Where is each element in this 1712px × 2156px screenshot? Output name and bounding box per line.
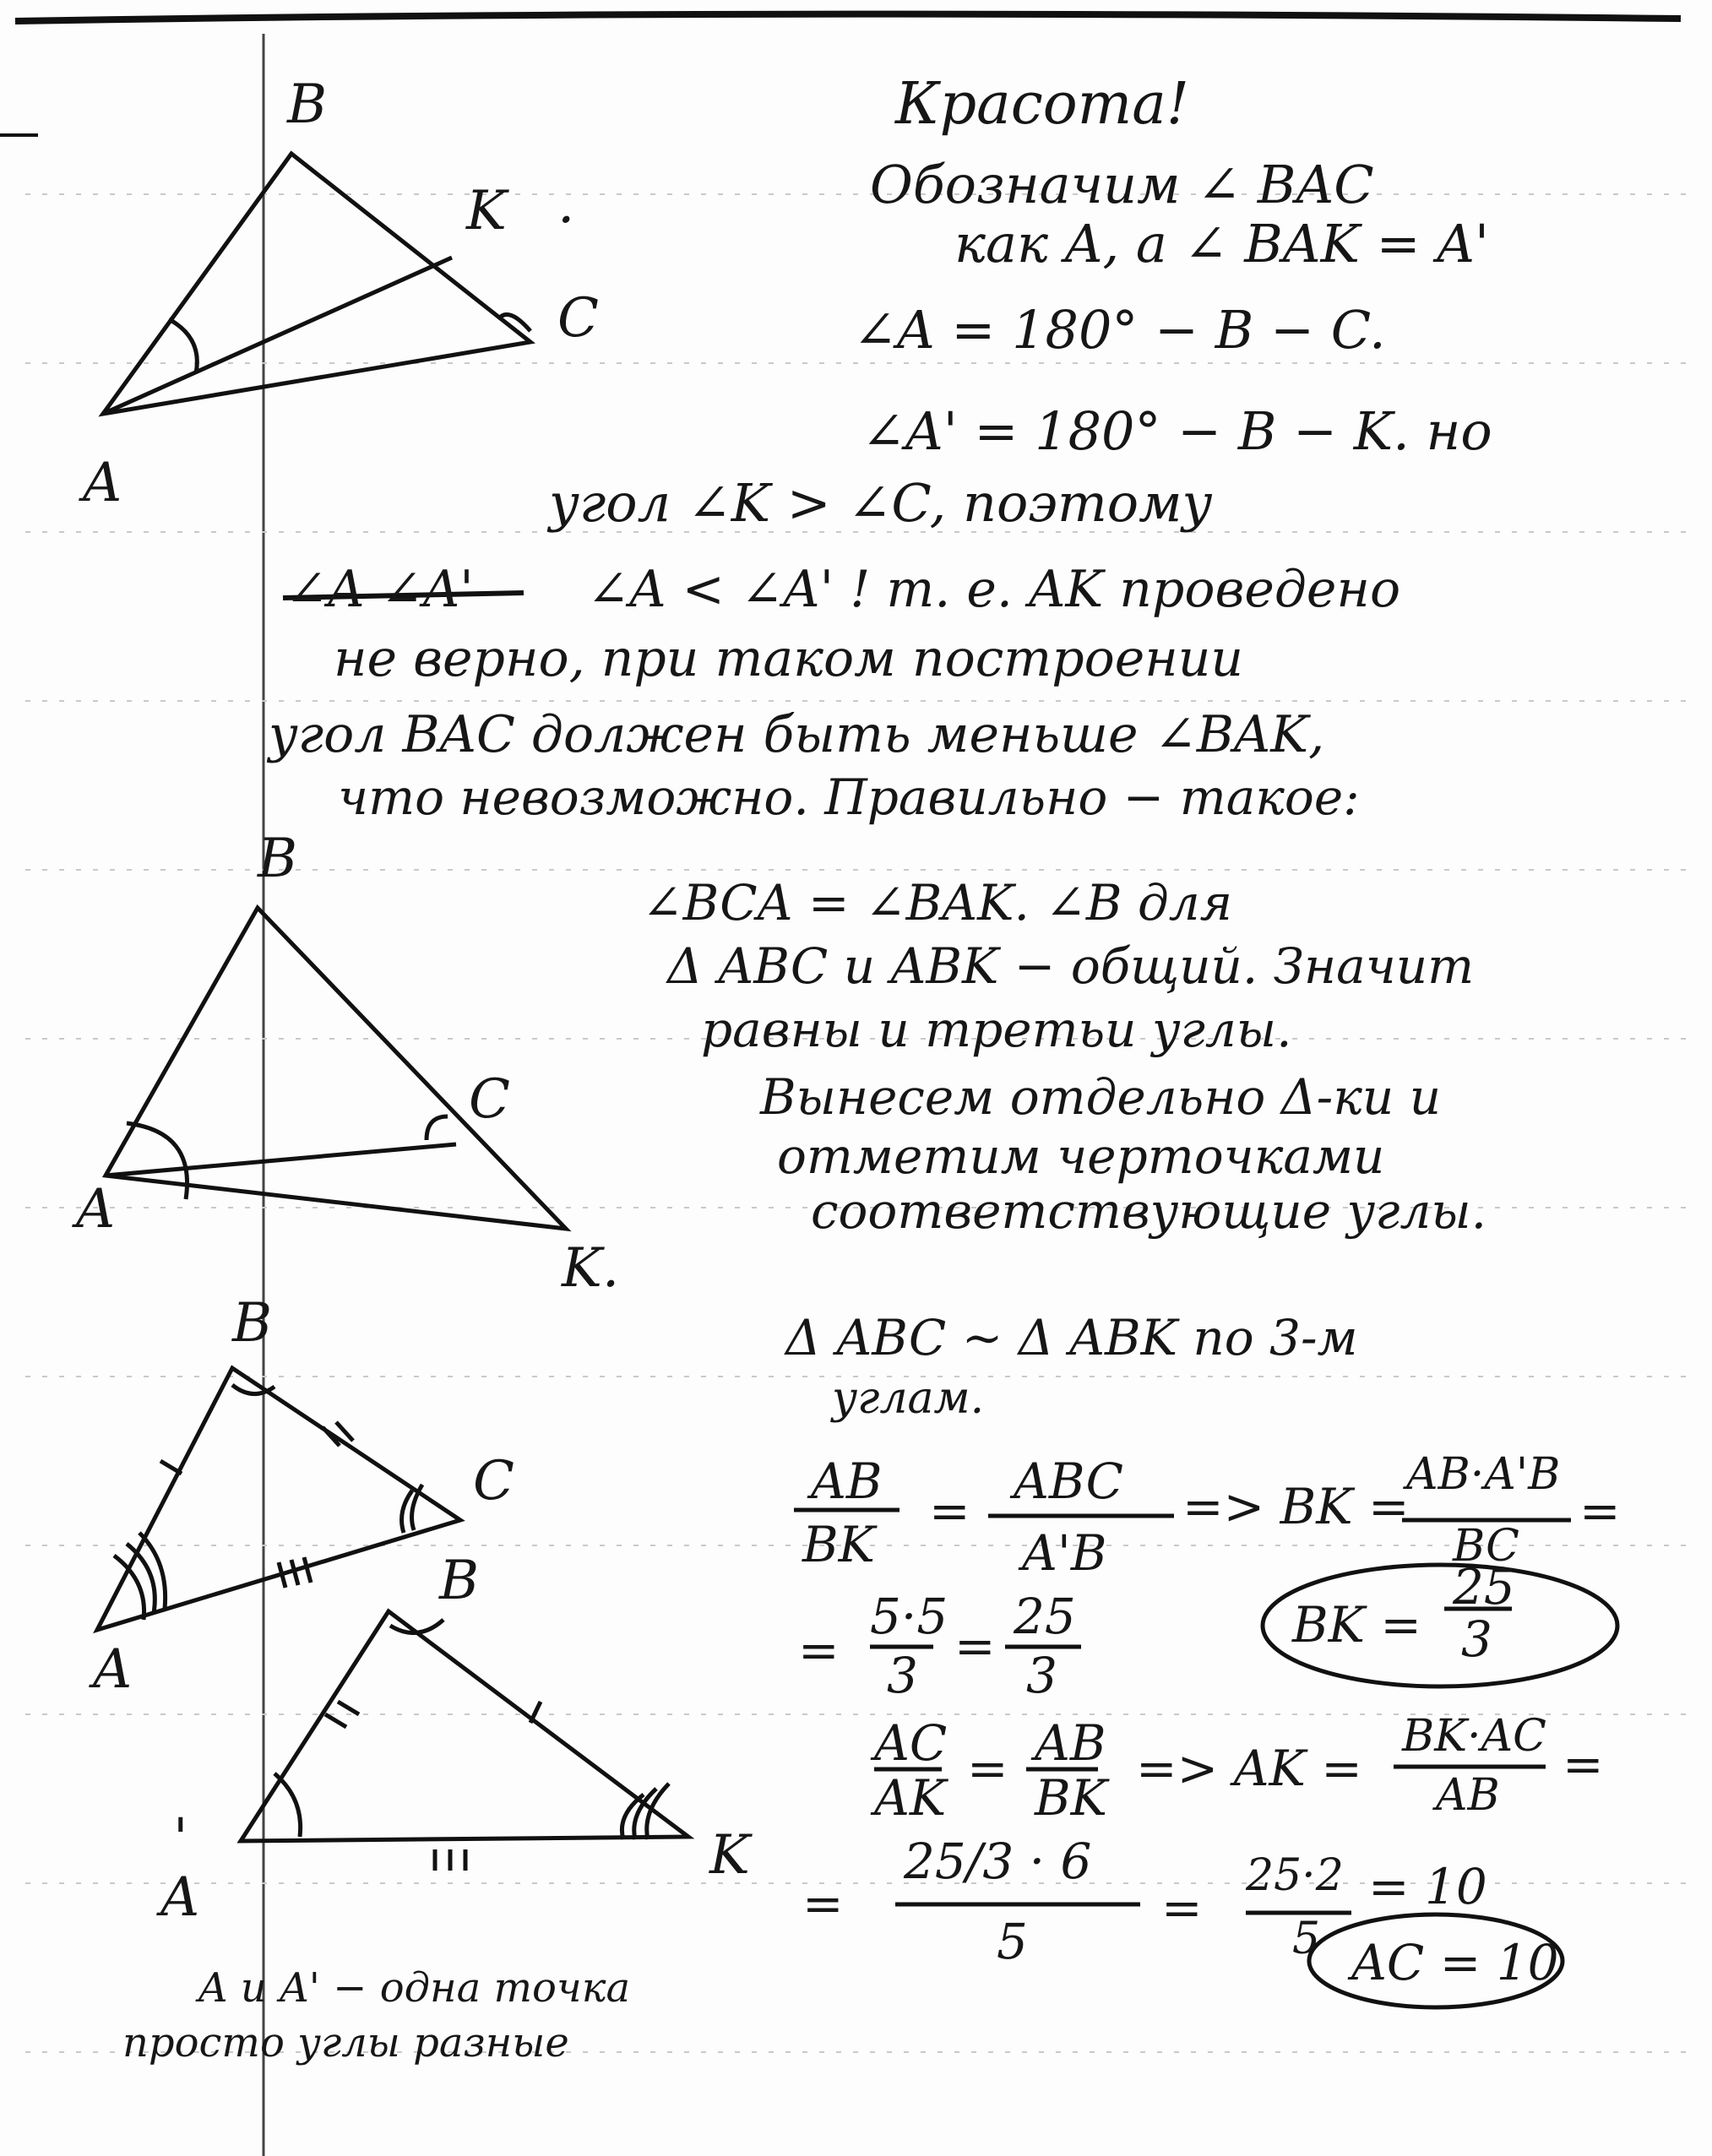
h2-denominator: 5 — [1292, 1914, 1321, 1964]
fig3-label-a: A — [93, 1638, 133, 1701]
text-line-7-crossed: ∠A ∠A' — [285, 560, 474, 619]
text-line-m4: Вынесем отдельно Δ-ки и — [760, 1068, 1442, 1126]
fig3-label-b: B — [232, 1292, 273, 1355]
g3-tail: = — [1563, 1735, 1604, 1793]
fig3-label-c: C — [473, 1450, 514, 1512]
text-line-m5: отметим черточками — [777, 1127, 1385, 1185]
h2-tail: = 10 — [1368, 1858, 1487, 1915]
h2-numerator: 25·2 — [1246, 1850, 1344, 1901]
f2-denominator: A'B — [1022, 1524, 1107, 1582]
f3-tail: = — [1579, 1482, 1621, 1540]
f2-numerator: ABC — [1014, 1453, 1123, 1510]
g3-numerator: BK·AC — [1402, 1711, 1546, 1762]
text-line-7: ∠A < ∠A' ! т. е. AK проведено — [587, 560, 1401, 619]
f1-denominator: BK — [802, 1516, 875, 1573]
box1-denominator: 3 — [1461, 1610, 1492, 1668]
box1-lhs: BK = — [1292, 1596, 1421, 1654]
text-line-2: Обозначим ∠ BAC — [870, 154, 1374, 215]
figure-4-triangle — [241, 1611, 688, 1871]
g2-numerator: AB — [1035, 1714, 1106, 1772]
g-numerator: AC — [874, 1714, 948, 1772]
text-line-5: ∠A' = 180° − B − K. но — [861, 400, 1492, 462]
text-line-m2: Δ ABC и ABK − общий. Значит — [667, 937, 1475, 995]
note-line-1: A и A' − одна точка — [198, 1964, 631, 2012]
box2-answer: AC = 10 — [1351, 1934, 1559, 1991]
text-line-9: угол BAC должен быть меньше ∠BAK, — [269, 705, 1325, 764]
fig4-label-a: A — [160, 1866, 200, 1929]
f1-numerator: AB — [811, 1453, 883, 1510]
g-equals: = — [967, 1740, 1008, 1797]
h-numerator: 25/3 · 6 — [904, 1833, 1092, 1890]
r1-numerator: 5·5 — [870, 1588, 948, 1645]
fig1-dot: . — [557, 173, 575, 236]
h-denominator: 5 — [997, 1913, 1028, 1970]
text-line-m1: ∠BCA = ∠BAK. ∠B для — [642, 874, 1233, 931]
h-lhs: = — [802, 1875, 844, 1932]
text-line-6: угол ∠K > ∠C, поэтому — [549, 472, 1213, 534]
fig4-label-prime: ' — [173, 1807, 188, 1870]
g-denominator: AK — [874, 1769, 947, 1827]
r1-lhs: = — [798, 1621, 840, 1679]
text-line-s1: Δ ABC ∼ Δ ABK по 3-м — [785, 1309, 1358, 1366]
r1-denominator: 3 — [887, 1647, 918, 1704]
fig4-label-k: K — [709, 1824, 750, 1887]
f3-denominator: BC — [1453, 1521, 1519, 1572]
figure-3-triangle — [97, 1368, 460, 1630]
g3-denominator: AB — [1436, 1770, 1500, 1821]
f1-equals: = — [929, 1482, 970, 1540]
r1-numerator-2: 25 — [1014, 1588, 1076, 1645]
fig2-label-c: C — [469, 1068, 510, 1131]
r1-denominator-2: 3 — [1026, 1647, 1057, 1704]
fig1-label-b: B — [287, 73, 328, 136]
fig2-label-k: K. — [562, 1237, 620, 1300]
text-line-1: Красота! — [895, 71, 1190, 138]
f3-numerator: AB·A'B — [1406, 1449, 1561, 1500]
text-line-m6: соответствующие углы. — [811, 1182, 1487, 1240]
box1-numerator: 25 — [1453, 1558, 1515, 1616]
g-tail: => AK = — [1136, 1740, 1362, 1797]
top-border-line — [15, 14, 1681, 21]
text-line-3: как A, а ∠ BAK = A' — [954, 213, 1490, 274]
text-line-8: не верно, при таком построении — [334, 629, 1244, 688]
fig2-label-b: B — [258, 828, 298, 890]
g2-denominator: BK — [1035, 1769, 1107, 1827]
r1-equals: = — [954, 1617, 996, 1675]
text-line-m3: равны и третьи углы. — [701, 1001, 1292, 1058]
text-line-4: ∠A = 180° − B − C. — [853, 299, 1386, 361]
fig1-label-k: K — [466, 180, 507, 242]
fig2-label-a: A — [76, 1178, 116, 1241]
fig1-label-a: A — [83, 452, 122, 514]
fig1-label-c: C — [557, 287, 599, 350]
text-line-s2: углам. — [832, 1373, 985, 1424]
note-line-2: просто углы разные — [122, 2019, 569, 2066]
f2-tail: => BK = — [1182, 1478, 1410, 1535]
h-equals: = — [1161, 1879, 1203, 1936]
text-line-10: что невозможно. Правильно − такое: — [338, 768, 1360, 826]
fig4-label-b: B — [439, 1550, 480, 1612]
